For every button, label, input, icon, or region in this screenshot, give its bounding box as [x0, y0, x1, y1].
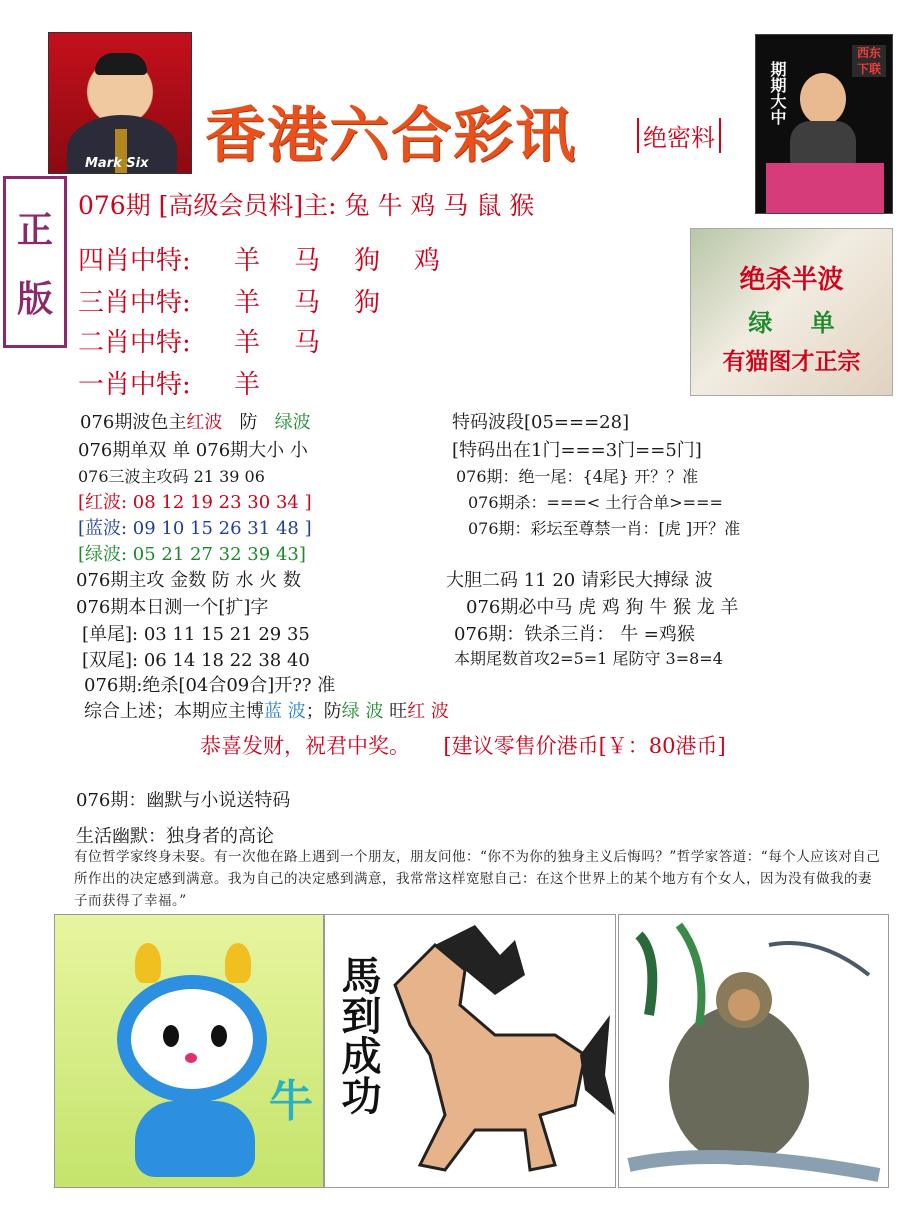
cow-head — [117, 975, 267, 1103]
pick-value: 马 — [294, 246, 321, 276]
forum-line: 076期：彩坛至尊禁一肖：[虎 ]开？准 — [468, 519, 741, 538]
pick-label: 四肖中特: — [78, 246, 191, 276]
story-body: 有位哲学家终身未娶。有一次他在路上遇到一个朋友，朋友问他：“你不为你的独身主义后悔吗？”哲学家答道：“每个人应该对自己所作出的决定感到满意。我为自己的决定感到满意，我常常这样宽慰自己：在这个世界上的某个地方有个女人，因为没有做我的妻子而获得了幸福。” — [74, 849, 881, 909]
monkey-ink-image — [618, 914, 889, 1188]
special-range-line: 特码波段[05===28] — [452, 412, 630, 433]
three-wave-line: 076三波主攻码 21 39 06 — [78, 467, 265, 486]
authentic-badge — [3, 176, 67, 348]
wave-red: 红波 — [186, 412, 223, 433]
pick-value: 羊 — [234, 246, 261, 276]
horse-ink-image — [324, 914, 616, 1188]
cow-horn — [135, 943, 161, 983]
pick-value: 马 — [294, 288, 321, 318]
pick-value: 狗 — [354, 246, 381, 276]
summary-blue: 蓝 波 — [264, 701, 306, 722]
pick-value: 狗 — [354, 288, 381, 318]
pick-value: 羊 — [234, 370, 261, 400]
badge-char-bottom: 版 — [16, 278, 53, 320]
issue-headline: 076期 [高级会员料]主: 兔 牛 鸡 马 鼠 猴 — [78, 191, 535, 220]
wave-green: 绿波 — [274, 412, 311, 433]
wave-prefix: 076期波色主 — [80, 412, 187, 433]
cow-cartoon-image — [54, 914, 324, 1188]
horse-calligraphy: 馬到成功 — [335, 955, 382, 1115]
portrait-hair — [95, 53, 147, 75]
cat-photo-line2: 绿 单 — [748, 308, 835, 337]
pick-label: 二肖中特: — [78, 328, 191, 358]
single-tail-line: [单尾]: 03 11 15 21 29 35 — [82, 624, 310, 645]
badge-char-top: 正 — [16, 209, 53, 251]
story-heading: 076期：幽默与小说送特码 — [76, 790, 291, 811]
cartoon-table — [766, 163, 884, 213]
blue-wave-numbers: [蓝波: 09 10 15 26 31 48 ] — [78, 518, 312, 539]
cat-photo-line1: 绝杀半波 — [739, 265, 844, 295]
cartoon-vertical-text: 期期大中 — [768, 61, 787, 125]
pick-row — [78, 322, 354, 359]
double-tail-line: [双尾]: 06 14 18 22 38 40 — [82, 650, 310, 671]
summary-line — [84, 697, 449, 723]
cow-char-label: 牛 — [269, 1076, 313, 1127]
mark-six-logo: Mark Six — [85, 156, 149, 171]
pick-row — [78, 364, 294, 401]
cow-horn — [225, 943, 251, 983]
summary-text: 综合上述；本期应主博 — [84, 701, 264, 722]
right-cartoon-photo — [755, 34, 893, 214]
cat-photo-box — [690, 228, 893, 396]
horse-drawing — [325, 915, 616, 1188]
iron-kill-line: 076期：铁杀三肖： 牛 =鸡猴 — [454, 624, 695, 645]
story-title: 生活幽默：独身者的高论 — [76, 826, 274, 847]
cow-body — [135, 1101, 255, 1177]
left-portrait-photo — [48, 32, 192, 174]
odd-even-line: 076期单双 单 076期大小 小 — [78, 440, 308, 461]
cow-eye — [211, 1025, 227, 1047]
summary-green: 绿 波 — [341, 701, 384, 722]
pick-value: 鸡 — [414, 246, 441, 276]
pick-label: 一肖中特: — [78, 370, 191, 400]
cartoon-sign: 西东下联 — [852, 45, 886, 77]
price-text: [建议零售价港币[￥：80港币] — [443, 734, 726, 758]
must-hit-line: 076期必中马 虎 鸡 狗 牛 猴 龙 羊 — [466, 597, 739, 618]
cartoon-head — [800, 73, 846, 125]
green-wave-numbers: [绿波: 05 21 27 32 39 43] — [78, 544, 306, 565]
pick-row — [78, 282, 414, 319]
door-line: [特码出在1门===3门==5门] — [452, 440, 702, 461]
pick-value: 马 — [294, 328, 321, 358]
tail-attack-line: 本期尾数首攻2=5=1 尾防守 3=8=4 — [454, 649, 723, 668]
pick-row — [78, 240, 474, 277]
title-tag: 绝密料 — [637, 118, 721, 153]
summary-red: 红 波 — [407, 701, 449, 722]
summary-text: 旺 — [383, 701, 408, 722]
cartoon-body — [790, 121, 856, 165]
pick-value: 羊 — [234, 328, 261, 358]
cow-eye — [163, 1025, 179, 1047]
two-numbers-line: 大胆二码 11 20 请彩民大搏绿 波 — [446, 570, 713, 591]
elements-line: 076期主攻 金数 防 水 火 数 — [76, 570, 301, 591]
wave-color-line — [80, 408, 311, 434]
wave-guard: 防 — [239, 412, 258, 433]
cow-nose — [185, 1053, 197, 1063]
cat-photo-line3: 有猫图才正宗 — [722, 348, 861, 375]
kill-combo-line: 076期:绝杀[04合09合]开?? 准 — [84, 675, 336, 696]
summary-text: ；防 — [305, 701, 342, 722]
pick-label: 三肖中特: — [78, 288, 191, 318]
red-wave-numbers: [红波: 08 12 19 23 30 34 ] — [78, 492, 312, 513]
pick-value: 羊 — [234, 288, 261, 318]
page-title: 香港六合彩讯 — [205, 101, 577, 171]
word-guess-line: 076期本日测一个[扩]字 — [76, 597, 269, 618]
monkey-painting — [619, 915, 889, 1188]
footer-line — [200, 730, 726, 760]
tail-kill-line: 076期：绝一尾：{4尾} 开？？准 — [456, 467, 699, 486]
five-kill-line: 076期杀：===< 土行合单>=== — [468, 493, 723, 512]
greeting-text: 恭喜发财，祝君中奖。 — [200, 734, 410, 758]
